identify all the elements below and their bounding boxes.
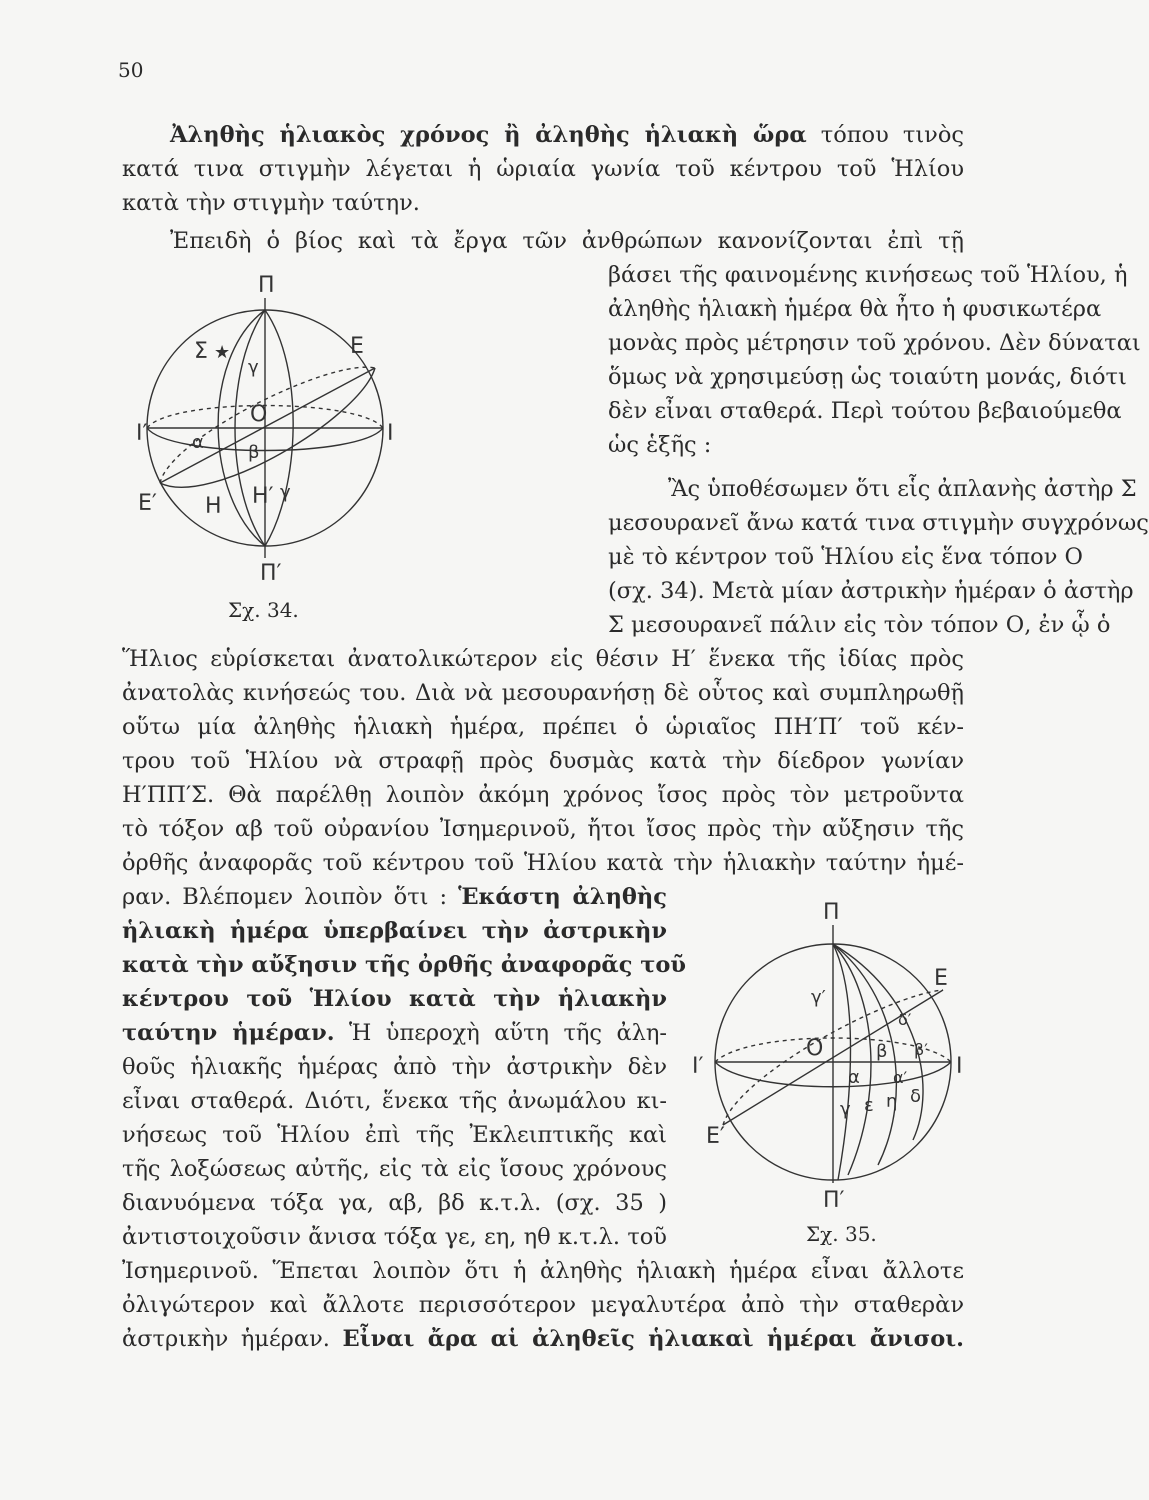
text-line: διανυόμενα τόξα γα, αβ, βδ κ.τ.λ. (σχ. 35 ) (122, 1190, 667, 1216)
label-P-prime: Π′ (823, 1188, 845, 1213)
text-line: ἀληθὴς ἡλιακὴ ἡμέρα θὰ ἦτο ἡ φυσικωτέρα (608, 296, 1102, 322)
label-beta: β (248, 442, 260, 463)
text-line: Ἐπειδὴ ὁ βίος καὶ τὰ ἔργα τῶν ἀνθρώπων κανονίζονται ἐπὶ τῇ (170, 228, 964, 254)
label-H: Η (205, 494, 222, 519)
text-line (170, 118, 964, 152)
text-line: Ἥλιος εὑρίσκεται ἀνατολικώτερον εἰς θέσιν Η′ ἕνεκα τῆς ἰδίας πρὸς (122, 646, 964, 672)
text-span: ἀστρικὴν ἡμέραν. (122, 1326, 343, 1352)
label-alpha: α (192, 432, 204, 453)
text-line: ὀλιγώτερον καὶ ἄλλοτε περισσότερον μεγαλυτέρα ἀπὸ τὴν σταθερὰν (122, 1292, 964, 1318)
label-I: Ι (387, 421, 394, 446)
text-line: Ἂς ὑποθέσωμεν ὅτι εἷς ἀπλανὴς ἀστὴρ Σ (668, 476, 1137, 502)
label-beta: β (876, 1041, 888, 1062)
text-line: κατά τινα στιγμὴν λέγεται ἡ ὡριαία γωνία τοῦ κέντρου τοῦ Ἡλίου (122, 156, 964, 182)
text-span: Ἡ ὑπεροχὴ αὕτη τῆς ἀλη- (334, 1020, 667, 1046)
text-line: μεσουρανεῖ ἄνω κατά τινα στιγμὴν συγχρόνως (608, 510, 1149, 536)
label-beta-prime: β′ (914, 1040, 928, 1059)
text-line: τὸ τόξον αβ τοῦ οὐρανίου Ἰσημερινοῦ, ἤτοι ἴσος πρὸς τὴν αὔξησιν τῆς (122, 816, 964, 842)
label-H-prime: Η′ (252, 484, 274, 509)
label-gamma-2: γ (280, 482, 291, 503)
bold-term: Ἑκάστη ἀληθὴς (458, 884, 667, 910)
label-E-prime: Ε′ (138, 491, 157, 516)
text-line: κατὰ τὴν αὔξησιν τῆς ὀρθῆς ἀναφορᾶς τοῦ (122, 952, 687, 978)
figure-34-celestial-sphere (130, 258, 410, 598)
label-I-prime: Ι′ (136, 421, 148, 446)
label-E-prime: Ε′ (706, 1124, 725, 1149)
label-E: Ε (350, 334, 364, 359)
label-P: Π (258, 273, 275, 298)
text-line: Ἰσημερινοῦ. Ἕπεται λοιπὸν ὅτι ἡ ἀληθὴς ἡλιακὴ ἡμέρα εἶναι ἄλλοτε (122, 1258, 964, 1284)
text-line: κέντρου τοῦ Ἡλίου κατὰ τὴν ἡλιακὴν (122, 986, 667, 1012)
text-line: βάσει τῆς φαινομένης κινήσεως τοῦ Ἡλίου, ἡ (608, 262, 1128, 288)
text-line: (σχ. 34). Μετὰ μίαν ἀστρικὴν ἡμέραν ὁ ἀστὴρ (608, 578, 1134, 604)
text-line: θοῦς ἡλιακῆς ἡμέρας ἀπὸ τὴν ἀστρικὴν δὲν (122, 1054, 667, 1080)
text-line: τρου τοῦ Ἡλίου νὰ στραφῇ πρὸς δυσμὰς κατὰ τὴν δίεδρον γωνίαν (122, 748, 964, 774)
label-gamma-prime: γ′ (811, 987, 826, 1008)
figure-35-caption: Σχ. 35. (806, 1222, 877, 1246)
text-span: ραν. Βλέπομεν λοιπὸν ὅτι : (122, 884, 459, 910)
label-alpha-prime: α′ (893, 1068, 908, 1087)
text-line: μὲ τὸ κέντρον τοῦ Ἡλίου εἰς ἕνα τόπον Ο (608, 544, 1083, 570)
label-epsilon: ε (864, 1095, 874, 1116)
label-delta-prime: δ′ (898, 1010, 912, 1029)
text-line: κατὰ τὴν στιγμὴν ταύτην. (122, 190, 420, 216)
figure-34-caption: Σχ. 34. (228, 598, 299, 622)
label-O: Ο (250, 402, 268, 427)
text-line: εἶναι σταθερά. Διότι, ἕνεκα τῆς ἀνωμάλου κι- (122, 1088, 667, 1114)
text-line: ἡλιακὴ ἡμέρα ὑπερβαίνει τὴν ἀστρικὴν (122, 918, 667, 944)
label-P: Π (823, 900, 840, 925)
text-line: ἀνατολὰς κινήσεώς του. Διὰ νὰ μεσουρανήσῃ δὲ οὗτος καὶ συμπληρωθῇ (122, 680, 964, 706)
text-line: Η′ΠΠ′Σ. Θὰ παρέλθῃ λοιπὸν ἀκόμη χρόνος ἴσος πρὸς τὸν μετροῦντα (122, 782, 964, 808)
page-number: 50 (118, 58, 144, 82)
label-star: ★ (214, 342, 231, 363)
ecliptic-line (160, 368, 375, 483)
text-line: Σ μεσουρανεῖ πάλιν εἰς τὸν τόπον Ο, ἐν ᾧ ὁ (608, 612, 1111, 638)
text-line: οὕτω μία ἀληθὴς ἡλιακὴ ἡμέρα, πρέπει ὁ ὡριαῖος ΠΗ′Π′ τοῦ κέν- (122, 714, 964, 740)
text-line: ὅμως νὰ χρησιμεύσῃ ὡς τοιαύτη μονάς, διότι (608, 364, 1127, 390)
text-line (122, 1016, 667, 1050)
label-delta: δ (910, 1086, 922, 1107)
label-E: Ε (934, 966, 948, 991)
label-I: Ι (956, 1054, 963, 1079)
text-line: ὀρθῆς ἀναφορᾶς τοῦ κέντρου τοῦ Ἡλίου κατὰ τὴν ἡλιακὴν ταύτην ἡμέ- (122, 850, 964, 876)
text-line: ὡς ἑξῆς : (608, 432, 712, 458)
text-line (122, 880, 667, 914)
label-alpha: α (848, 1067, 860, 1088)
label-P-prime: Π′ (260, 561, 282, 586)
label-O: Ο (806, 1036, 824, 1061)
text-span: τόπου τινὸς (806, 122, 964, 148)
text-line: ἀντιστοιχοῦσιν ἄνισα τόξα γε, εη, ηθ κ.τ.λ. τοῦ (122, 1224, 667, 1250)
figure-35-celestial-sphere (688, 895, 978, 1220)
text-line: τῆς λοξώσεως αὐτῆς, εἰς τὰ εἰς ἴσους χρόνους (122, 1156, 667, 1182)
label-gamma: γ (840, 1099, 851, 1120)
bold-term: ταύτην ἡμέραν. (122, 1020, 335, 1046)
text-line: δὲν εἶναι σταθερά. Περὶ τούτου βεβαιούμεθα (608, 398, 1122, 424)
label-I-prime: Ι′ (692, 1054, 704, 1079)
text-line: μονὰς πρὸς μέτρησιν τοῦ χρόνου. Δὲν δύναται (608, 330, 1141, 356)
label-Sigma: Σ (194, 339, 208, 364)
label-eta: η (886, 1091, 898, 1112)
bold-term: Ἀληθὴς ἡλιακὸς χρόνος ἢ ἀληθὴς ἡλιακὴ ὥρα (170, 122, 807, 148)
text-line (122, 1322, 964, 1356)
bold-term: Εἶναι ἄρα αἱ ἀληθεῖς ἡλιακαὶ ἡμέραι ἄνισοι. (342, 1326, 964, 1352)
label-gamma: γ (248, 357, 259, 378)
text-line: νήσεως τοῦ Ἡλίου ἐπὶ τῆς Ἐκλειπτικῆς καὶ (122, 1122, 667, 1148)
